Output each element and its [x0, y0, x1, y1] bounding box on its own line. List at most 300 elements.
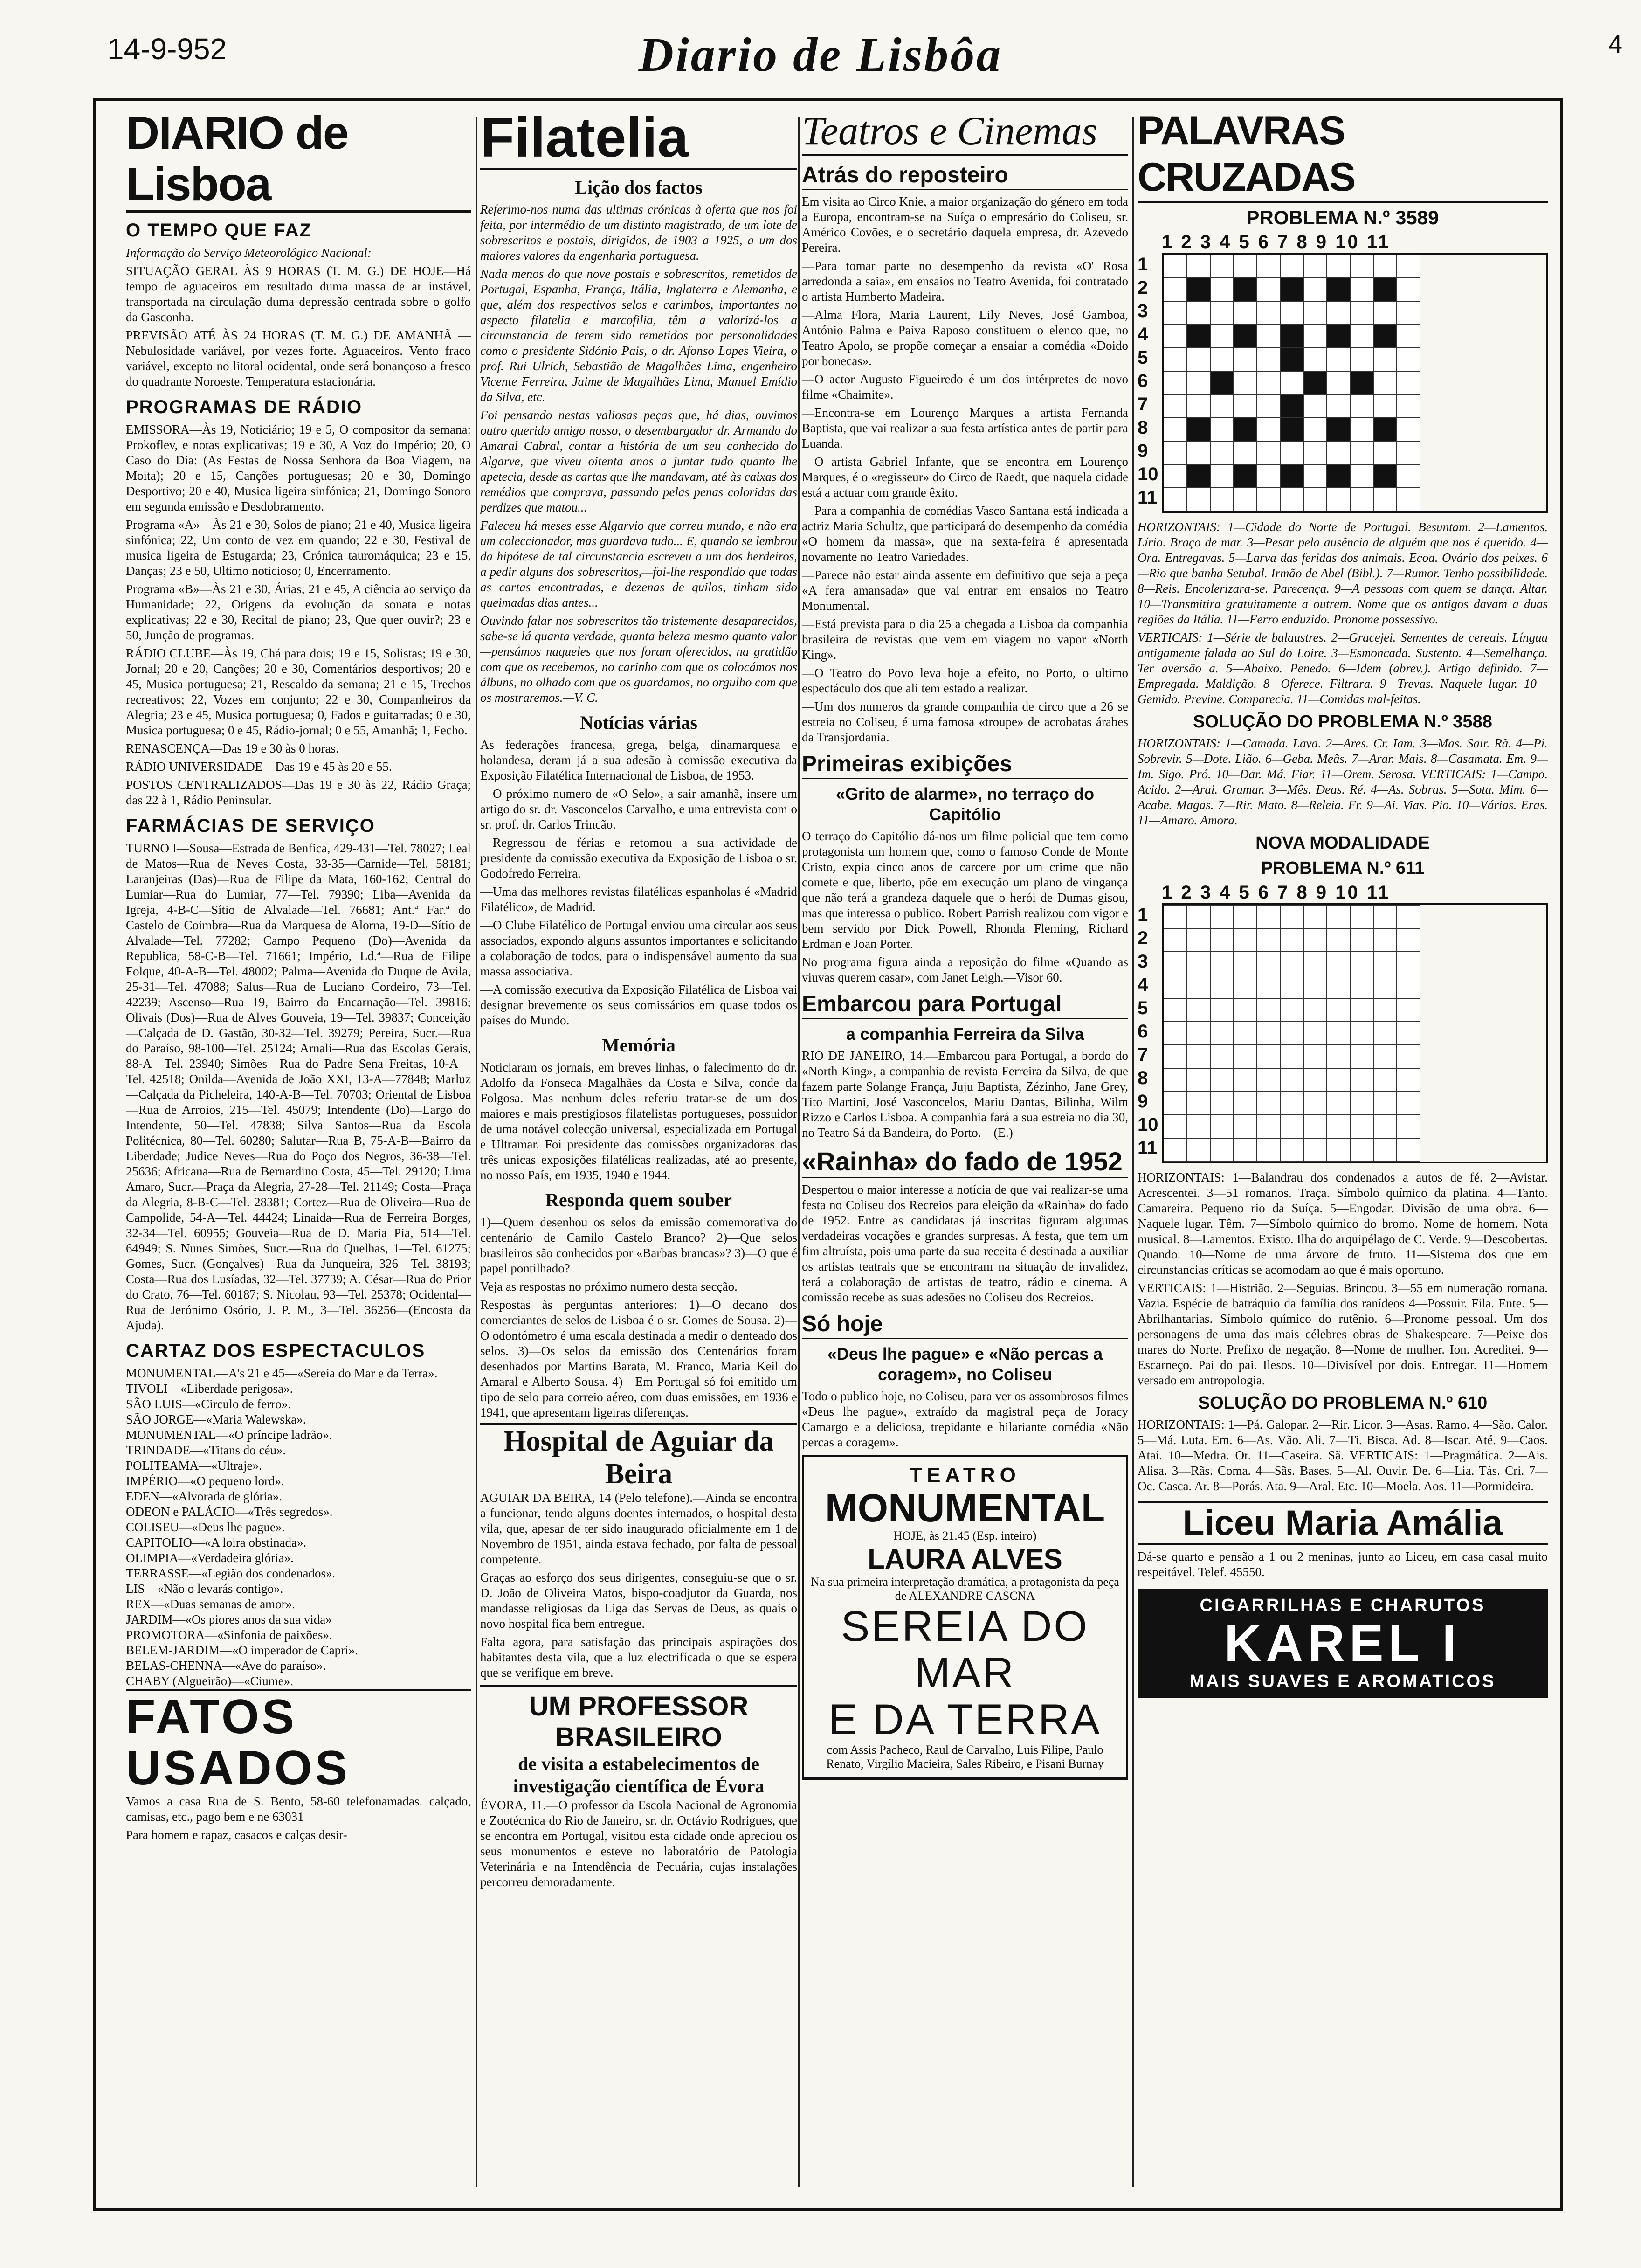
- masthead: [0, 0, 1641, 93]
- crossword-white-cell: [1280, 1068, 1303, 1092]
- cartaz-item: TRINDADE—«Titans do céu».: [126, 1443, 286, 1457]
- cartaz-item: CAPITOLIO—«A loira obstinada».: [126, 1535, 307, 1549]
- cartaz-item: IMPÉRIO—«O pequeno lord».: [126, 1474, 284, 1488]
- filatelia-p11: —A comissão executiva da Exposição Filatélica de Lisboa vai designar brevemente os seus comissários em quase todos os países do Mundo.: [480, 982, 797, 1027]
- crossword-white-cell: [1303, 905, 1327, 928]
- crossword-white-cell: [1257, 255, 1280, 278]
- crossword-grid-3589: [1162, 253, 1548, 513]
- crossword-white-cell: [1164, 488, 1187, 511]
- crossword-white-cell: [1280, 1045, 1303, 1068]
- crossword-black-cell: [1373, 464, 1397, 488]
- crossword-white-cell: [1164, 1068, 1187, 1092]
- crossword-white-cell: [1257, 278, 1280, 301]
- weather-lead: Informação do Serviço Meteorológico Nacional:: [126, 246, 372, 260]
- crossword-white-cell: [1303, 464, 1327, 488]
- crossword-white-cell: [1303, 1115, 1327, 1138]
- crossword-white-cell: [1303, 301, 1327, 325]
- crossword-white-cell: [1397, 928, 1420, 952]
- crossword-white-cell: [1280, 952, 1303, 975]
- column-3: [802, 107, 1128, 2187]
- row-number: 3: [1138, 301, 1148, 321]
- column-rule: [1132, 117, 1134, 2187]
- crossword-white-cell: [1164, 418, 1187, 441]
- row-number: 9: [1138, 1091, 1148, 1112]
- crossword-white-cell: [1187, 348, 1210, 371]
- filatelia-p1: Referimo-nos numa das ultimas crónicas à oferta que nos foi feita, por intermédio de um distinto magistrado, de um lote de sobrescritos e postais, dirigidos, de 1903 a 1925, a um dos maiores valores da engenharia portuguesa.: [480, 202, 797, 263]
- row-number: 11: [1138, 1138, 1158, 1158]
- crossword-black-cell: [1303, 371, 1327, 394]
- crossword-white-cell: [1303, 1022, 1327, 1045]
- filatelia-p4: Faleceu há meses esse Algarvio que correu mundo, e não era um coleccionador, mas guardava tudo... E, quando se lembrou da hipótese de tal circunstancia escreveu a um dos herdeiros, a pedir alguns dos sobrescritos,—foi-lhe respondido que todas as cartas encontradas, e dezenas de quilos, tinham sido queimadas dias antes...: [480, 519, 797, 609]
- liceu-ad-title: Liceu Maria Amália: [1138, 1501, 1548, 1545]
- crossword-white-cell: [1327, 1022, 1350, 1045]
- crossword-white-cell: [1280, 928, 1303, 952]
- crossword-white-cell: [1257, 394, 1280, 418]
- crossword-white-cell: [1187, 441, 1210, 464]
- cartaz-item: TIVOLI—«Liberdade perigosa».: [126, 1382, 293, 1396]
- crossword-white-cell: [1303, 325, 1327, 348]
- crossword-white-cell: [1373, 998, 1397, 1022]
- crossword-white-cell: [1303, 975, 1327, 998]
- cartaz-item: POLITEAMA—«Ultraje».: [126, 1459, 262, 1473]
- crossword-white-cell: [1303, 952, 1327, 975]
- crossword-white-cell: [1210, 278, 1234, 301]
- crossword-white-cell: [1303, 1138, 1327, 1162]
- crossword-white-cell: [1257, 488, 1280, 511]
- filatelia-title: Filatelia: [480, 107, 797, 170]
- crossword-black-cell: [1373, 278, 1397, 301]
- crossword-white-cell: [1257, 1138, 1280, 1162]
- hospital-p2: Graças ao esforço dos seus dirigentes, conseguiu-se que o sr. D. João de Oliveira Matos, bispo-coadjutor da Guarda, nos mandasse religiosas da Liga das Servas de Deus, as quais o novo hospital fica bem entregue.: [480, 1570, 797, 1631]
- crossword-white-cell: [1187, 1045, 1210, 1068]
- crossword-white-cell: [1350, 1022, 1373, 1045]
- crossword-white-cell: [1303, 928, 1327, 952]
- section-banner: DIARIO de Lisboa: [126, 107, 471, 213]
- crossword-white-cell: [1164, 301, 1187, 325]
- crossword-white-cell: [1397, 1022, 1420, 1045]
- crossword-white-cell: [1257, 1022, 1280, 1045]
- crossword-white-cell: [1234, 998, 1257, 1022]
- crossword-white-cell: [1210, 348, 1234, 371]
- solution-3588-text: HORIZONTAIS: 1—Camada. Lava. 2—Ares. Cr. Iam. 3—Mas. Sair. Rã. 4—Pi. Sobrevir. 5—Dote. Lião. 6—Geba. Meãs. 7—Arar. Mais. 8—Casamata. Em. 9—Im. Sigo. Pró. 10—Dar. Má. Fiar. 11—Orem. Serosa. VERTICAIS: 1—Campo. Acido. 2—Arai. Gramar. 3—Mês. Deas. Ré. 4—As. Sobras. 5—Sota. Mim. 6—Acabe. Magas. 7—Rir. Mato. 8—Releia. Fr. 9—Ai. Vias. Pio. 10—Várias. Eras. 11—Amaro. Amora.: [1138, 736, 1548, 827]
- crossword-white-cell: [1350, 928, 1373, 952]
- teatros-p7: —Para a companhia de comédias Vasco Santana está indicada a actriz Maria Schultz, que participará do desempenho da comédia «O homem da massa», que na sexta-feira é apresentada novamente no Teatro Variedades.: [802, 504, 1128, 564]
- cartaz-item: REX—«Duas semanas de amor».: [126, 1597, 295, 1611]
- row-number: 8: [1138, 1068, 1148, 1088]
- grid2-column-numbers: 1 2 3 4 5 6 7 8 9 10 11: [1162, 882, 1391, 903]
- crossword-white-cell: [1373, 1138, 1397, 1162]
- crossword-white-cell: [1397, 1138, 1420, 1162]
- professor-p1: ÉVORA, 11.—O professor da Escola Nacional de Agronomia e Zootécnica do Rio de Janeiro, sr. dr. Octávio Rodrigues, que se encontra em Portugal, visitou esta cidade onde apreciou os seus monumentos e esteve no laboratório de Patologia Veterinária e na Intendência de Pecuária, cujas instalações percorreu demoradamente.: [480, 1798, 797, 1889]
- radio-p7: POSTOS CENTRALIZADOS—Das 19 e 30 às 22, Rádio Graça; das 22 à 1, Rádio Peninsular.: [126, 778, 471, 807]
- crossword-white-cell: [1280, 371, 1303, 394]
- crossword-white-cell: [1303, 418, 1327, 441]
- teatros-p4: —O actor Augusto Figueiredo é um dos intérpretes do novo filme «Chaimite».: [802, 372, 1128, 401]
- filatelia-p2: Nada menos do que nove postais e sobrescritos, remetidos de Portugal, Espanha, França, Itália, Inglaterra e Alemanha, e que, além dos respectivos selos e carimbos, importantes no aspecto filatelia e marcofilia, têm a valorizá-los a circunstancia de terem sido remetidos por personalidades como o presidente Sidónio Pais, o dr. Afonso Lopes Vieira, o prof. Rui Ulrich, Sebastião de Magalhães Lima, engenheiro Vicente Ferreira, Jaime de Magalhães Lima, Manuel Emídio da Silva, etc.: [480, 267, 797, 404]
- filatelia-p3: Foi pensando nestas valiosas peças que, há dias, ouvimos outro querido amigo nosso, o desembargador dr. Armando do Amaral Cabral, contar a história de um seu conhecido do Algarve, que viveu oitenta anos a juntar tudo quanto lhe apetecia, desde as cartas que lhe mandavam, até às caixas dos remédios que comprava, passando pelas penas coloridas das perdizes que matou...: [480, 408, 797, 514]
- liceu-ad-text: Dá-se quarto e pensão a 1 ou 2 meninas, junto ao Liceu, em casa casal muito respeitável. Telef. 45550.: [1138, 1549, 1548, 1579]
- teatros-sub5: Só hoje: [802, 1311, 1128, 1339]
- crossword-white-cell: [1164, 325, 1187, 348]
- cartaz-title: CARTAZ DOS ESPECTACULOS: [126, 1341, 426, 1361]
- crossword-white-cell: [1303, 1045, 1327, 1068]
- crossword-grid-611: [1162, 903, 1548, 1163]
- page-number: 4: [1608, 30, 1622, 58]
- row-number: 6: [1138, 371, 1148, 391]
- crossword-white-cell: [1303, 998, 1327, 1022]
- crossword-white-cell: [1280, 1092, 1303, 1115]
- crossword-white-cell: [1350, 255, 1373, 278]
- radio-p2: Programa «A»—Às 21 e 30, Solos de piano; 21 e 40, Musica ligeira sinfónica; 22, Um conto de vez em quando; 22 e 30, Festival de musica ligeira de Estugarda; 23, Crónica tauromáquica; 23 e 15, Danças; 23 e 50, Ultimo noticioso; 0, Encerramento.: [126, 518, 471, 578]
- crossword-white-cell: [1397, 325, 1420, 348]
- crossword-white-cell: [1164, 394, 1187, 418]
- crossword-white-cell: [1303, 441, 1327, 464]
- cartaz-item: EDEN—«Alvorada de glória».: [126, 1489, 283, 1503]
- filatelia-p13: 1)—Quem desenhou os selos da emissão comemorativa do centenário de Camilo Castelo Branco? 2)—Que selos brasileiros são conhecidos por «Barbas brancas»? 3)—O que é papel pontilhado?: [480, 1215, 797, 1275]
- crossword-black-cell: [1187, 418, 1210, 441]
- grid2-wrap: [1138, 903, 1548, 1163]
- crossword-white-cell: [1280, 1138, 1303, 1162]
- cartaz-item: LIS—«Não o levarás contigo».: [126, 1582, 283, 1596]
- teatros-sub4: «Rainha» do fado de 1952: [802, 1146, 1128, 1178]
- crossword-white-cell: [1210, 928, 1234, 952]
- crossword-white-cell: [1164, 998, 1187, 1022]
- crossword-white-cell: [1397, 975, 1420, 998]
- row-number: 5: [1138, 998, 1148, 1018]
- crossword-white-cell: [1164, 928, 1187, 952]
- hospital-p1: AGUIAR DA BEIRA, 14 (Pelo telefone).—Ainda se encontra a funcionar, tendo alguns doentes internados, o hospital desta vila, que, apesar de ter sido inaugurado oficialmente em 1 de Novembro de 1951, ainda estava fechado, por falta de pessoal competente.: [480, 1491, 797, 1566]
- crossword-white-cell: [1234, 488, 1257, 511]
- crossword-white-cell: [1164, 1022, 1187, 1045]
- crossword-white-cell: [1373, 1022, 1397, 1045]
- filatelia-sub3: Memória: [602, 1035, 676, 1056]
- crossword-white-cell: [1303, 1092, 1327, 1115]
- crossword-white-cell: [1210, 418, 1234, 441]
- nova-modalidade: NOVA MODALIDADE: [1255, 833, 1430, 853]
- fatos-p1: Vamos a casa Rua de S. Bento, 58-60 telefonamadas. calçado, camisas, etc., pago bem e ne 63031: [126, 1794, 471, 1824]
- crossword-white-cell: [1210, 952, 1234, 975]
- crossword-white-cell: [1257, 1115, 1280, 1138]
- crossword-white-cell: [1303, 255, 1327, 278]
- crossword-white-cell: [1303, 1068, 1327, 1092]
- crossword-black-cell: [1210, 371, 1234, 394]
- filatelia-sub1: Lição dos factos: [575, 177, 703, 198]
- crossword-white-cell: [1210, 1022, 1234, 1045]
- teatros-p6: —O artista Gabriel Infante, que se encontra em Lourenço Marques, é o «regisseur» do Circo de Raedt, que naquela cidade está a actuar com grande êxito.: [802, 455, 1128, 499]
- teatros-p8: —Parece não estar ainda assente em definitivo que seja a peça «A fera amansada» que vai entrar em ensaios no Teatro Monumental.: [802, 568, 1128, 613]
- teatros-p2: —Para tomar parte no desempenho da revista «O' Rosa arredonda a saia», em ensaios no Teatro Avenida, foi contratado o artista Humberto Madeira.: [802, 259, 1128, 304]
- crossword-white-cell: [1350, 325, 1373, 348]
- crossword-white-cell: [1373, 975, 1397, 998]
- grid1-wrap: [1138, 253, 1548, 513]
- teatros-p5: —Encontra-se em Lourenço Marques a artista Fernanda Baptista, que vai realizar a sua festa artística antes de partir para Luanda.: [802, 406, 1128, 450]
- radio-p5: RENASCENÇA—Das 19 e 30 às 0 horas.: [126, 741, 339, 755]
- ad-theatre-name: MONUMENTAL: [825, 1486, 1105, 1530]
- crossword-white-cell: [1280, 1022, 1303, 1045]
- crossword-white-cell: [1210, 1138, 1234, 1162]
- crossword-black-cell: [1327, 464, 1350, 488]
- problem-1-title: PROBLEMA N.º 3589: [1246, 207, 1439, 228]
- row-number: 4: [1138, 975, 1148, 995]
- grid1-row-numbers: [1138, 253, 1158, 509]
- radio-p4: RÁDIO CLUBE—Às 19, Chá para dois; 19 e 15, Solistas; 19 e 30, Jornal; 20 e 20, Canções; 20 e 30, Comentários desportivos; 20 e 45, Musica portuguesa; 21, Rescaldo da semana; 21 e 15, Trechos recreativos; 22, Vozes em conjunto; 22 e 30, Companheiros da Alegria; 23 e 45, Musica portuguesa; 0, Fados e guitarradas; 0 e 30, Musica portuguesa; 0 e 45, Rádio-jornal; 0 e 55, Amanhã; 1, Fecho.: [126, 646, 471, 737]
- crossword-white-cell: [1280, 441, 1303, 464]
- crossword-white-cell: [1397, 905, 1420, 928]
- hospital-headline: Hospital de Aguiar da Beira: [480, 1423, 797, 1490]
- crossword-white-cell: [1210, 464, 1234, 488]
- row-number: 8: [1138, 417, 1148, 438]
- crossword-white-cell: [1257, 928, 1280, 952]
- crossword-white-cell: [1327, 394, 1350, 418]
- row-number: 1: [1138, 905, 1148, 925]
- filatelia-p10: —O Clube Filatélico de Portugal enviou uma circular aos seus associados, expondo alguns assuntos importantes e solicitando a colaboração de todos, para o indispensável aumento da sua massa associativa.: [480, 918, 797, 978]
- cartaz-item: BELAS-CHENNA—«Ave do paraíso».: [126, 1659, 326, 1673]
- crossword-white-cell: [1234, 1115, 1257, 1138]
- teatros-p3: —Alma Flora, Maria Laurent, Lily Neves, José Gamboa, António Palma e Paiva Raposo constituem o elenco que, no Teatro Apolo, se propõe começar a ensaiar a comédia «Doido por bonecas».: [802, 308, 1128, 368]
- row-number: 7: [1138, 1044, 1148, 1065]
- crossword-white-cell: [1187, 1138, 1210, 1162]
- crossword-white-cell: [1350, 464, 1373, 488]
- crossword-white-cell: [1234, 1138, 1257, 1162]
- crossword-white-cell: [1397, 301, 1420, 325]
- crossword-black-cell: [1280, 464, 1303, 488]
- crossword-white-cell: [1210, 975, 1234, 998]
- crossword-white-cell: [1164, 1138, 1187, 1162]
- crossword-white-cell: [1327, 348, 1350, 371]
- row-number: 3: [1138, 951, 1148, 972]
- crossword-white-cell: [1397, 488, 1420, 511]
- column-rule: [798, 117, 800, 2187]
- weather-title: O TEMPO QUE FAZ: [126, 220, 312, 241]
- crossword-white-cell: [1257, 975, 1280, 998]
- crossword-white-cell: [1234, 928, 1257, 952]
- radio-p3: Programa «B»—Às 21 e 30, Árias; 21 e 45, A ciência ao serviço da Humanidade; 22, Origens da evolução da sonata e notas explicativas; 22 e 30, Recital de piano; 23, Que quer ouvir?; 23 e 50, Junção de programas.: [126, 582, 471, 642]
- row-number: 7: [1138, 394, 1148, 415]
- crossword-white-cell: [1327, 1045, 1350, 1068]
- crossword-white-cell: [1210, 441, 1234, 464]
- crossword-white-cell: [1187, 371, 1210, 394]
- clues1-vertical: VERTICAIS: 1—Série de balaustres. 2—Gracejei. Sementes de cereais. Língua antigamente falada ao Sul do Loire. 3—Esmoncada. Sustento. 4—Semelhança. Ter aversão a. 5—Abaixo. Penedo. 6—Idem (abrev.). Artigo definido. 7—Empregada. Maldição. 8—Oferece. Filtrara. 9—Trevas. Naquele lugar. 10—Gemido. Previne. Comparecia. 11—Comidas mal-feitas.: [1138, 630, 1548, 706]
- crossword-black-cell: [1280, 394, 1303, 418]
- teatros-title: Teatros e Cinemas: [802, 107, 1128, 156]
- crossword-white-cell: [1303, 488, 1327, 511]
- crossword-white-cell: [1257, 1045, 1280, 1068]
- crossword-white-cell: [1234, 952, 1257, 975]
- crossword-white-cell: [1234, 1092, 1257, 1115]
- filatelia-sub4: Responda quem souber: [545, 1189, 732, 1210]
- crossword-white-cell: [1373, 488, 1397, 511]
- hospital-p3: Falta agora, para satisfação das principais aspirações dos habitantes desta vila, que a luz electrifícada o que se espera que se verifique em breve.: [480, 1635, 797, 1680]
- crossword-black-cell: [1234, 464, 1257, 488]
- crossword-white-cell: [1397, 348, 1420, 371]
- crossword-white-cell: [1187, 905, 1210, 928]
- crossword-white-cell: [1397, 1068, 1420, 1092]
- farmacias-title: FARMÁCIAS DE SERVIÇO: [126, 816, 375, 836]
- crossword-white-cell: [1350, 1068, 1373, 1092]
- crossword-white-cell: [1234, 975, 1257, 998]
- teatros-p14: RIO DE JANEIRO, 14.—Embarcou para Portugal, a bordo do «North King», a companhia de revista Ferreira da Silva, de que fazem parte Solange França, Juju Baptista, Zézinho, Jane Grey, Tito Martini, José Vasconcelos, Mariu Dantas, Bilinha, Wilm Rizzo e Carlos Lisboa. A companhia fará a sua estreia no dia 30, no Teatro Sá da Bandeira, do Porto.—(E.): [802, 1049, 1128, 1140]
- crossword-black-cell: [1280, 418, 1303, 441]
- crossword-white-cell: [1373, 301, 1397, 325]
- column-rule: [476, 117, 477, 2187]
- weather-p1: SITUAÇÃO GERAL ÀS 9 HORAS (T. M. G.) DE HOJE—Há tempo de aguaceiros em resultado duma massa de ar instável, transportada na circulação duma depressão centrada sobre o golfo da Gasconha.: [126, 264, 471, 324]
- issue-date: 14-9-952: [107, 32, 227, 66]
- crossword-black-cell: [1327, 418, 1350, 441]
- crossword-white-cell: [1257, 905, 1280, 928]
- crossword-white-cell: [1164, 348, 1187, 371]
- crossword-white-cell: [1187, 301, 1210, 325]
- crossword-black-cell: [1327, 278, 1350, 301]
- column-4: [1138, 107, 1548, 2187]
- filatelia-sub2: Notícias várias: [579, 712, 698, 733]
- crossword-white-cell: [1234, 301, 1257, 325]
- crossword-white-cell: [1210, 1068, 1234, 1092]
- crossword-white-cell: [1280, 1115, 1303, 1138]
- filatelia-p8: —Regressou de férias e retomou a sua actividade de presidente da comissão executiva da Exposição de Lisboa o sr. Godofredo Ferreira.: [480, 836, 797, 880]
- crossword-white-cell: [1350, 418, 1373, 441]
- crossword-white-cell: [1164, 441, 1187, 464]
- cartaz-item: JARDIM—«Os piores anos da sua vida»: [126, 1612, 332, 1626]
- crossword-white-cell: [1164, 371, 1187, 394]
- crossword-white-cell: [1327, 255, 1350, 278]
- row-number: 11: [1138, 487, 1158, 508]
- crossword-white-cell: [1373, 905, 1397, 928]
- solution-610-text: HORIZONTAIS: 1—Pá. Galopar. 2—Rir. Licor. 3—Asas. Ramo. 4—São. Calor. 5—Má. Luta. Em. 6—As. Vão. Ali. 7—Ti. Bisca. Ad. 8—Iscar. Até. 9—Caos. Atai. 10—Medra. Or. 11—Caseira. Sã. VERTICAIS: 1—Pragmática. 2—Ais. Alisa. 3—Rãs. Coma. 4—Sãs. Bases. 5—Al. Ouvir. De. 6—Lia. Tás. Cri. 7—Oc. Casca. Ar. 8—Porás. Ata. 9—Aral. Etc. 10—Moela. Aos. 11—Pormideira.: [1138, 1418, 1548, 1493]
- filatelia-p15: Respostas às perguntas anteriores: 1)—O decano dos comerciantes de selos de Lisboa é o sr. Gomes de Sousa. 2)—O odontómetro é uma escala destinada a medir o denteado dos selos. 3)—Os selos da emissão dos Centenários foram desenhados por Martins Barata, M. Franco, Maria Keil do Amaral e Alberto Sousa. 4)—Em Portugal só foi emitido um tipo de selo para correio aéreo, com duas emissões, em 1936 e 1941, que apresentam ligeiras diferenças.: [480, 1298, 797, 1419]
- crossword-white-cell: [1397, 278, 1420, 301]
- row-number: 9: [1138, 441, 1148, 461]
- crossword-white-cell: [1164, 1092, 1187, 1115]
- crossword-black-cell: [1280, 278, 1303, 301]
- crossword-white-cell: [1164, 1115, 1187, 1138]
- crossword-white-cell: [1397, 952, 1420, 975]
- crossword-white-cell: [1280, 488, 1303, 511]
- crossword-black-cell: [1327, 325, 1350, 348]
- crossword-white-cell: [1373, 441, 1397, 464]
- crossword-white-cell: [1373, 928, 1397, 952]
- teatros-p9: —Está prevista para o dia 25 a chegada a Lisboa da companhia brasileira de revistas que vem em viagem no vapor «North King».: [802, 617, 1128, 662]
- crossword-white-cell: [1210, 998, 1234, 1022]
- cartaz-item: PROMOTORA—«Sinfonia de paixões».: [126, 1628, 332, 1642]
- crossword-white-cell: [1257, 464, 1280, 488]
- crossword-white-cell: [1257, 998, 1280, 1022]
- clues1-horizontal: HORIZONTAIS: 1—Cidade do Norte de Portugal. Besuntam. 2—Lamentos. Lírio. Braço de mar. 3—Pesar pela ausência de alguém que nos é querido. 4—Ora. Entregavas. 5—Larva das feridas dos animais. Ecoa. Ovário dos peixes. 6—Rio que banha Setubal. Irmão de Abel (Bibl.). 7—Rumor. Tenho possibilidade. 8—Reis. Encolerizara-se. Parecença. 9—A pessoas com quem se dança. Altar. 10—Transmitira gratuitamente a outrem. Nome que os antigos davam a duas regiões da Itália. 11—Ferro enduzido. Pronome possessivo.: [1138, 520, 1548, 626]
- crossword-white-cell: [1164, 464, 1187, 488]
- crossword-white-cell: [1257, 348, 1280, 371]
- crossword-white-cell: [1210, 488, 1234, 511]
- crossword-white-cell: [1373, 255, 1397, 278]
- crossword-white-cell: [1397, 1045, 1420, 1068]
- crossword-white-cell: [1187, 255, 1210, 278]
- crossword-white-cell: [1373, 952, 1397, 975]
- crossword-white-cell: [1350, 1115, 1373, 1138]
- column-2: [480, 107, 797, 2187]
- monumental-ad: [802, 1455, 1128, 1780]
- farmacias-p1: TURNO I—Sousa—Estrada de Benfica, 429-431—Tel. 78027; Leal de Matos—Rua de Neves Costa, 33-35—Carnide—Tel. 58181; Laranjeiras (Das)—Rua de Filipe da Mata, 160-162; Central do Lumiar—Rua do Lumiar, 77—Tel. 79390; Liba—Avenida da Igreja, 4-B-C—Sítio de Alvalade—Tel. 76681; Ant.ª Far.ª do Castelo de Coimbra—Rua da Marquesa de Alorna, 19-D—Sítio de Alvalade—Tel. 77282; Campo Pequeno (Do)—Avenida da Republica, 58-C-B—Tel. 71661; Império, Ld.ª—Rua de Filipe Folque, 40-A-B—Tel. 48002; Palma—Avenida do Duque de Avila, 25-31—Tel. 47088; Salus—Rua de Luciano Cordeiro, 73—Tel. 42239; Ascenso—Rua 19, Bairro da Encarnação—Tel. 39816; Olivais (Dos)—Rua de Alves Gouveia, 19—Tel. 39837; Conceição—Calçada de D. Gastão, 30-32—Tel. 39279; Pereira, Sucr.—Rua do Paraíso, 98-100—Tel. 25124; Arnali—Rua das Escolas Gerais, 88-A—Tel. 23940; Simões—Rua do Padre Sena Freitas, 10-A—Tel. 42518; Onilda—Avenida de João XXI, 13-A—77848; Marluz—Calçada da Picheleira, 140-A-B—Tel. 70703; Oriental de Lisboa—Rua de Arroios, 215—Tel. 45079; Intendente (Do)—Largo do Intendente, 50—Tel. 47838; Silva Santos—Rua da Escola Politécnica, 80—Tel. 60280; Salutar—Rua B, 75-A-B—Bairro da Liberdade; Judice Neves—Rua do Poço dos Negros, 36-38—Tel. 25636; Africana—Rua de Bernardino Costa, 45—Tel. 29120; Lima Amaro, Sucr.—Praça da Alegria, 27-28—Tel. 21149; Costa—Praça da Alegria, 8-B-C—Tel. 28381; Cortez—Rua de Oliveira—Rua de Campolide, 54-A—Tel. 44424; Linaida—Rua de Ferreira Borges, 32-34—Tel. 60955; Gouveia—Rua de D. Maria Pia, 514—Tel. 64949; S. Nunes Simões, Sucr.—Rua do Quelhas, 1—Tel. 61275; Gomes, Sucr. (Gonçalves)—Rua da Junqueira, 326—Tel. 38193; Costa—Rua dos Lusíadas, 32—Tel. 37739; A. César—Rua do Prior do Crato, 76—Tel. 60187; S. Nicolau, 93—Tel. 25378; Ocidental—Rua de Jerónimo Osório, J. P. M., 3—Tel. 36256—(Encosta da Ajuda).: [126, 841, 471, 1332]
- crossword-white-cell: [1397, 371, 1420, 394]
- crossword-white-cell: [1187, 1092, 1210, 1115]
- radio-p6: RÁDIO UNIVERSIDADE—Das 19 e 45 às 20 e 55.: [126, 760, 392, 774]
- crossword-white-cell: [1210, 301, 1234, 325]
- crossword-white-cell: [1187, 928, 1210, 952]
- crossword-white-cell: [1350, 278, 1373, 301]
- radio-p1: EMISSORA—Às 19, Noticiário; 19 e 5, O compositor da semana: Prokoflev, e notas explicativas; 19 e 30, A Voz do Império; 20, O Caso do Dia: (As Festas de Nossa Senhora da Boa Viagem, na Moita); 20 e 15, Canções portuguesas; 20 e 30, Domingo Desportivo; 20 e 40, Musica ligeira sinfónica; 21, Domingo Sonoro em segunda emissão e Desdobramento.: [126, 422, 471, 513]
- crossword-white-cell: [1397, 441, 1420, 464]
- crossword-black-cell: [1280, 325, 1303, 348]
- newspaper-title: Diario de Lisbôa: [638, 28, 1003, 82]
- crossword-white-cell: [1397, 1092, 1420, 1115]
- crossword-white-cell: [1257, 301, 1280, 325]
- crossword-white-cell: [1373, 394, 1397, 418]
- crossword-black-cell: [1187, 325, 1210, 348]
- crossword-black-cell: [1234, 278, 1257, 301]
- crossword-white-cell: [1327, 371, 1350, 394]
- cartaz-item: SÃO LUIS—«Circulo de ferro».: [126, 1397, 291, 1411]
- crossword-white-cell: [1234, 1045, 1257, 1068]
- ad-film-line2: E DA TERRA: [828, 1696, 1102, 1743]
- crossword-white-cell: [1210, 394, 1234, 418]
- crossword-black-cell: [1280, 348, 1303, 371]
- crossword-white-cell: [1234, 441, 1257, 464]
- teatros-p1: Em visita ao Circo Knie, a maior organização do género em toda a Europa, encontram-se na Suíça o empresário do Coliseu, sr. Américo Covões, e o secretário daquela empresa, dr. Azevedo Pereira.: [802, 194, 1128, 255]
- crossword-white-cell: [1234, 1022, 1257, 1045]
- crossword-white-cell: [1234, 905, 1257, 928]
- fatos-p2: Para homem e rapaz, casacos e calças desir-: [126, 1828, 347, 1842]
- crossword-white-cell: [1280, 998, 1303, 1022]
- crossword-white-cell: [1164, 255, 1187, 278]
- crossword-white-cell: [1350, 905, 1373, 928]
- crossword-white-cell: [1187, 488, 1210, 511]
- crossword-white-cell: [1164, 975, 1187, 998]
- crossword-white-cell: [1350, 975, 1373, 998]
- teatros-p16: Todo o publico hoje, no Coliseu, para ver os assombrosos filmes «Deus lhe pague», extraído da magistral peça de Joracy Camargo e a deliciosa, trepidante e hilariante comédia «Não percas a coragem».: [802, 1389, 1128, 1449]
- crossword-black-cell: [1373, 325, 1397, 348]
- ad-star: LAURA ALVES: [868, 1543, 1062, 1575]
- crossword-white-cell: [1234, 1068, 1257, 1092]
- crossword-white-cell: [1327, 952, 1350, 975]
- crossword-white-cell: [1327, 905, 1350, 928]
- cartaz-item: COLISEU—«Deus lhe pague».: [126, 1520, 285, 1534]
- cartaz-item: BELEM-JARDIM—«O imperador de Capri».: [126, 1643, 358, 1657]
- teatros-sub3b: a companhia Ferreira da Silva: [846, 1024, 1084, 1044]
- crossword-white-cell: [1327, 441, 1350, 464]
- crossword-white-cell: [1210, 905, 1234, 928]
- crossword-white-cell: [1257, 1068, 1280, 1092]
- cartaz-list: [126, 1366, 471, 1689]
- teatros-p12: O terraço do Capitólio dá-nos um filme policial que tem como protagonista um homem que, como o famoso Conde de Monte Cristo, expia cinco anos de carcere por um crime que não comete e que, liberto, põe em execução um plano de vingança que não terá a grandeza daquele que o herói de Dumas gisou, mas que interessa o publico. Robert Parrish realizou com vigor e bem servido por Dick Powell, Rhonda Fleming, Richard Erdman e Joan Porter.: [802, 829, 1128, 951]
- crossword-white-cell: [1350, 301, 1373, 325]
- crossword-white-cell: [1187, 998, 1210, 1022]
- teatros-p15: Despertou o maior interesse a notícia de que vai realizar-se uma festa no Coliseu dos Recreios para eleição da «Rainha» do fado de 1952. Entre as candidatas já inscritas figuram algumas verdadeiras vocações e grandes surpresas. A festa, que tem um fim altruísta, pois uma parte da sua receita é destinada a auxiliar os artistas teatrais que se encontram na situação de invalidez, terá a colaboração de artistas de teatro, rádio e cinema. A comissão recebe as suas adesões no Coliseu dos Recreios.: [802, 1182, 1128, 1304]
- teatros-sub5b: «Deus lhe pague» e «Não percas a coragem», no Coliseu: [827, 1344, 1103, 1384]
- crossword-white-cell: [1327, 998, 1350, 1022]
- filatelia-p5: Ouvindo falar nos sobrescritos tão tristemente desaparecidos, sabe-se lá quanta verdade, quanta beleza mesmo quanto valor—pensámos naqueles que nos foram oferecidos, na gratidão com que os recebemos, no carinho com que os colocámos nos álbuns, no olhado com que os guardamos, no orgulho com que os mostraremos.—V. C.: [480, 614, 797, 705]
- crossword-white-cell: [1397, 418, 1420, 441]
- filatelia-p14: Veja as respostas no próximo numero desta secção.: [480, 1279, 738, 1293]
- row-number: 5: [1138, 347, 1148, 368]
- crossword-section-title: PALAVRAS CRUZADAS: [1138, 107, 1548, 203]
- crossword-black-cell: [1234, 418, 1257, 441]
- crossword-white-cell: [1327, 1068, 1350, 1092]
- crossword-white-cell: [1327, 301, 1350, 325]
- teatros-p13: No programa figura ainda a reposição do filme «Quando as viuvas querem casar», com Janet Leigh.—Visor 60.: [802, 955, 1128, 984]
- crossword-white-cell: [1373, 1092, 1397, 1115]
- crossword-white-cell: [1350, 1045, 1373, 1068]
- row-number: 10: [1138, 464, 1158, 484]
- cartaz-item: OLIMPIA—«Verdadeira glória».: [126, 1551, 294, 1565]
- crossword-black-cell: [1187, 278, 1210, 301]
- teatros-sub2: Primeiras exibições: [802, 751, 1128, 779]
